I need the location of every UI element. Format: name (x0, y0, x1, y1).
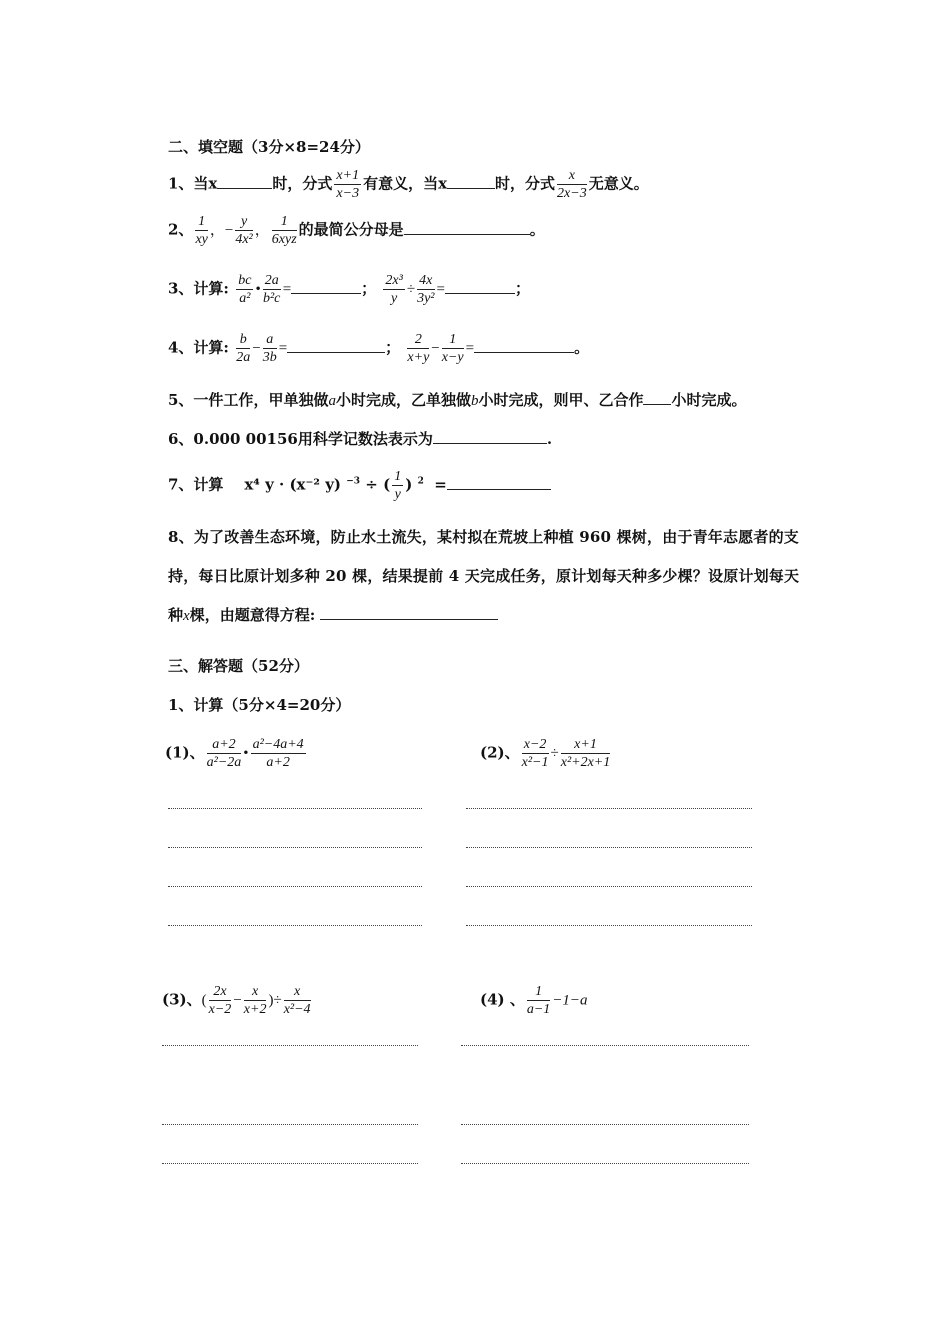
question-4: 4、计算: $\frac{b}{2a}$ − $\frac{a}{3b}$ = ； $\frac{2}{x+y}$ − $\frac{1}{x-y}$ = 。 (168, 332, 590, 365)
problem-1: (1)、 $\frac{a+2}{\text{a²−2a}}$ • $\frac{\text{a²−4a+4}}{a+2}$ (165, 737, 304, 770)
problem-3: (3)、( $\frac{2x}{x-2}$ − $\frac{x}{x+2}$ )÷ $\frac{x}{\text{x²−4}}$ (162, 984, 311, 1017)
answer-line[interactable] (168, 847, 422, 848)
answer-blank[interactable] (320, 607, 498, 620)
section3-title: 三、解答题（52分） (168, 657, 309, 675)
answer-line[interactable] (466, 847, 752, 848)
fraction: $\frac{bc}{\text{a²}}$ (238, 273, 252, 306)
fraction: $\frac{2a}{\text{b²c}}$ (262, 273, 281, 306)
answer-line[interactable] (466, 886, 752, 887)
problem-2: (2)、 $\frac{x-2}{\text{x²−1}}$ ÷ $\frac{x+1}{\text{x²+2x+1}}$ (480, 737, 611, 770)
answer-blank[interactable] (643, 392, 671, 405)
fraction: $\frac{a+2}{\text{a²−2a}}$ (206, 737, 242, 770)
answer-line[interactable] (461, 1163, 749, 1164)
answer-line[interactable] (461, 1124, 749, 1125)
answer-blank[interactable] (217, 176, 272, 189)
fraction: $\frac{2x}{x-2}$ (208, 984, 232, 1017)
fraction: $\frac{y}{\text{4x²}}$ (235, 214, 253, 247)
answer-blank[interactable] (291, 281, 361, 294)
fraction: $\frac{1}{y}$ (394, 469, 402, 502)
fraction: $\frac{a}{3b}$ (262, 332, 277, 365)
question-8-line-3: 种x棵，由题意得方程: (168, 604, 498, 625)
question-8-line-1: 8、为了改善生态环境，防止水土流失，某村拟在荒坡上种植 960 棵树，由于青年志愿者的支 (168, 528, 799, 546)
question-5: 5、一件工作，甲单独做a小时完成，乙单独做b小时完成，则甲、乙合作 小时完成。 (168, 391, 747, 409)
answer-blank[interactable] (447, 477, 551, 490)
answer-blank[interactable] (404, 222, 530, 235)
question-1: 1、当x 时，分式 $\frac{x+1}{x-3}$ 有意义，当x 时，分式 $\frac{x}{2x-3}$ 无意义。 (168, 168, 649, 201)
fraction: $\frac{b}{2a}$ (236, 332, 251, 365)
problem-4: (4) 、 $\frac{1}{a-1}$ −1−a (480, 984, 588, 1017)
answer-blank[interactable] (474, 340, 574, 353)
fraction: $\frac{x+1}{x-3}$ (336, 168, 360, 201)
fraction: $\frac{x-2}{\text{x²−1}}$ (521, 737, 549, 770)
fraction: $\frac{x}{2x-3}$ (557, 168, 587, 201)
answer-line[interactable] (466, 925, 752, 926)
fraction: $\frac{2}{x+y}$ (407, 332, 430, 365)
section2-title: 二、填空题（3分×8=24分） (168, 138, 370, 156)
question-2: 2、 $\frac{1}{xy}$ ，− $\frac{y}{\text{4x²}}$ ， $\frac{1}{\text{6xyz}}$ 的最简公分母是 。 (168, 214, 545, 247)
sub-question-1-title: 1、计算（5分×4=20分） (168, 696, 351, 714)
answer-line[interactable] (461, 1045, 749, 1046)
answer-line[interactable] (162, 1163, 418, 1164)
fraction: $\frac{1}{\text{6xyz}}$ (271, 214, 297, 247)
question-3: 3、计算: $\frac{bc}{\text{a²}}$ • $\frac{2a}{\text{b²c}}$ = ； $\frac{\text{2x³}}{y}$ ÷ $\frac{4x}{\text{3y²}}$ = ； (168, 273, 530, 306)
answer-blank[interactable] (445, 281, 515, 294)
answer-line[interactable] (168, 808, 422, 809)
fraction: $\frac{x+1}{\text{x²+2x+1}}$ (560, 737, 611, 770)
fraction: $\frac{x}{\text{x²−4}}$ (283, 984, 311, 1017)
answer-blank[interactable] (287, 340, 385, 353)
answer-line[interactable] (466, 808, 752, 809)
answer-line[interactable] (168, 886, 422, 887)
fraction: $\frac{\text{2x³}}{y}$ (385, 273, 403, 306)
fraction: $\frac{1}{a-1}$ (526, 984, 551, 1017)
question-6: 6、0.000 00156用科学记数法表示为 . (168, 430, 553, 448)
answer-line[interactable] (162, 1124, 418, 1125)
fraction: $\frac{1}{xy}$ (195, 214, 208, 247)
question-7: 7、计算 x⁴ y · (x⁻² y) $^{-3}$ ÷ ( $\frac{1}{y}$ ) $^2$ = (168, 468, 551, 503)
fraction: $\frac{\text{a²−4a+4}}{a+2}$ (252, 737, 304, 770)
answer-blank[interactable] (447, 176, 495, 189)
question-8-line-2: 持，每日比原计划多种 20 棵，结果提前 4 天完成任务，原计划每天种多少棵？设原计划每天 (168, 567, 800, 585)
answer-line[interactable] (168, 925, 422, 926)
fraction: $\frac{1}{x-y}$ (441, 332, 464, 365)
answer-blank[interactable] (433, 431, 547, 444)
fraction: $\frac{x}{x+2}$ (243, 984, 267, 1017)
answer-line[interactable] (162, 1045, 418, 1046)
fraction: $\frac{4x}{\text{3y²}}$ (417, 273, 435, 306)
